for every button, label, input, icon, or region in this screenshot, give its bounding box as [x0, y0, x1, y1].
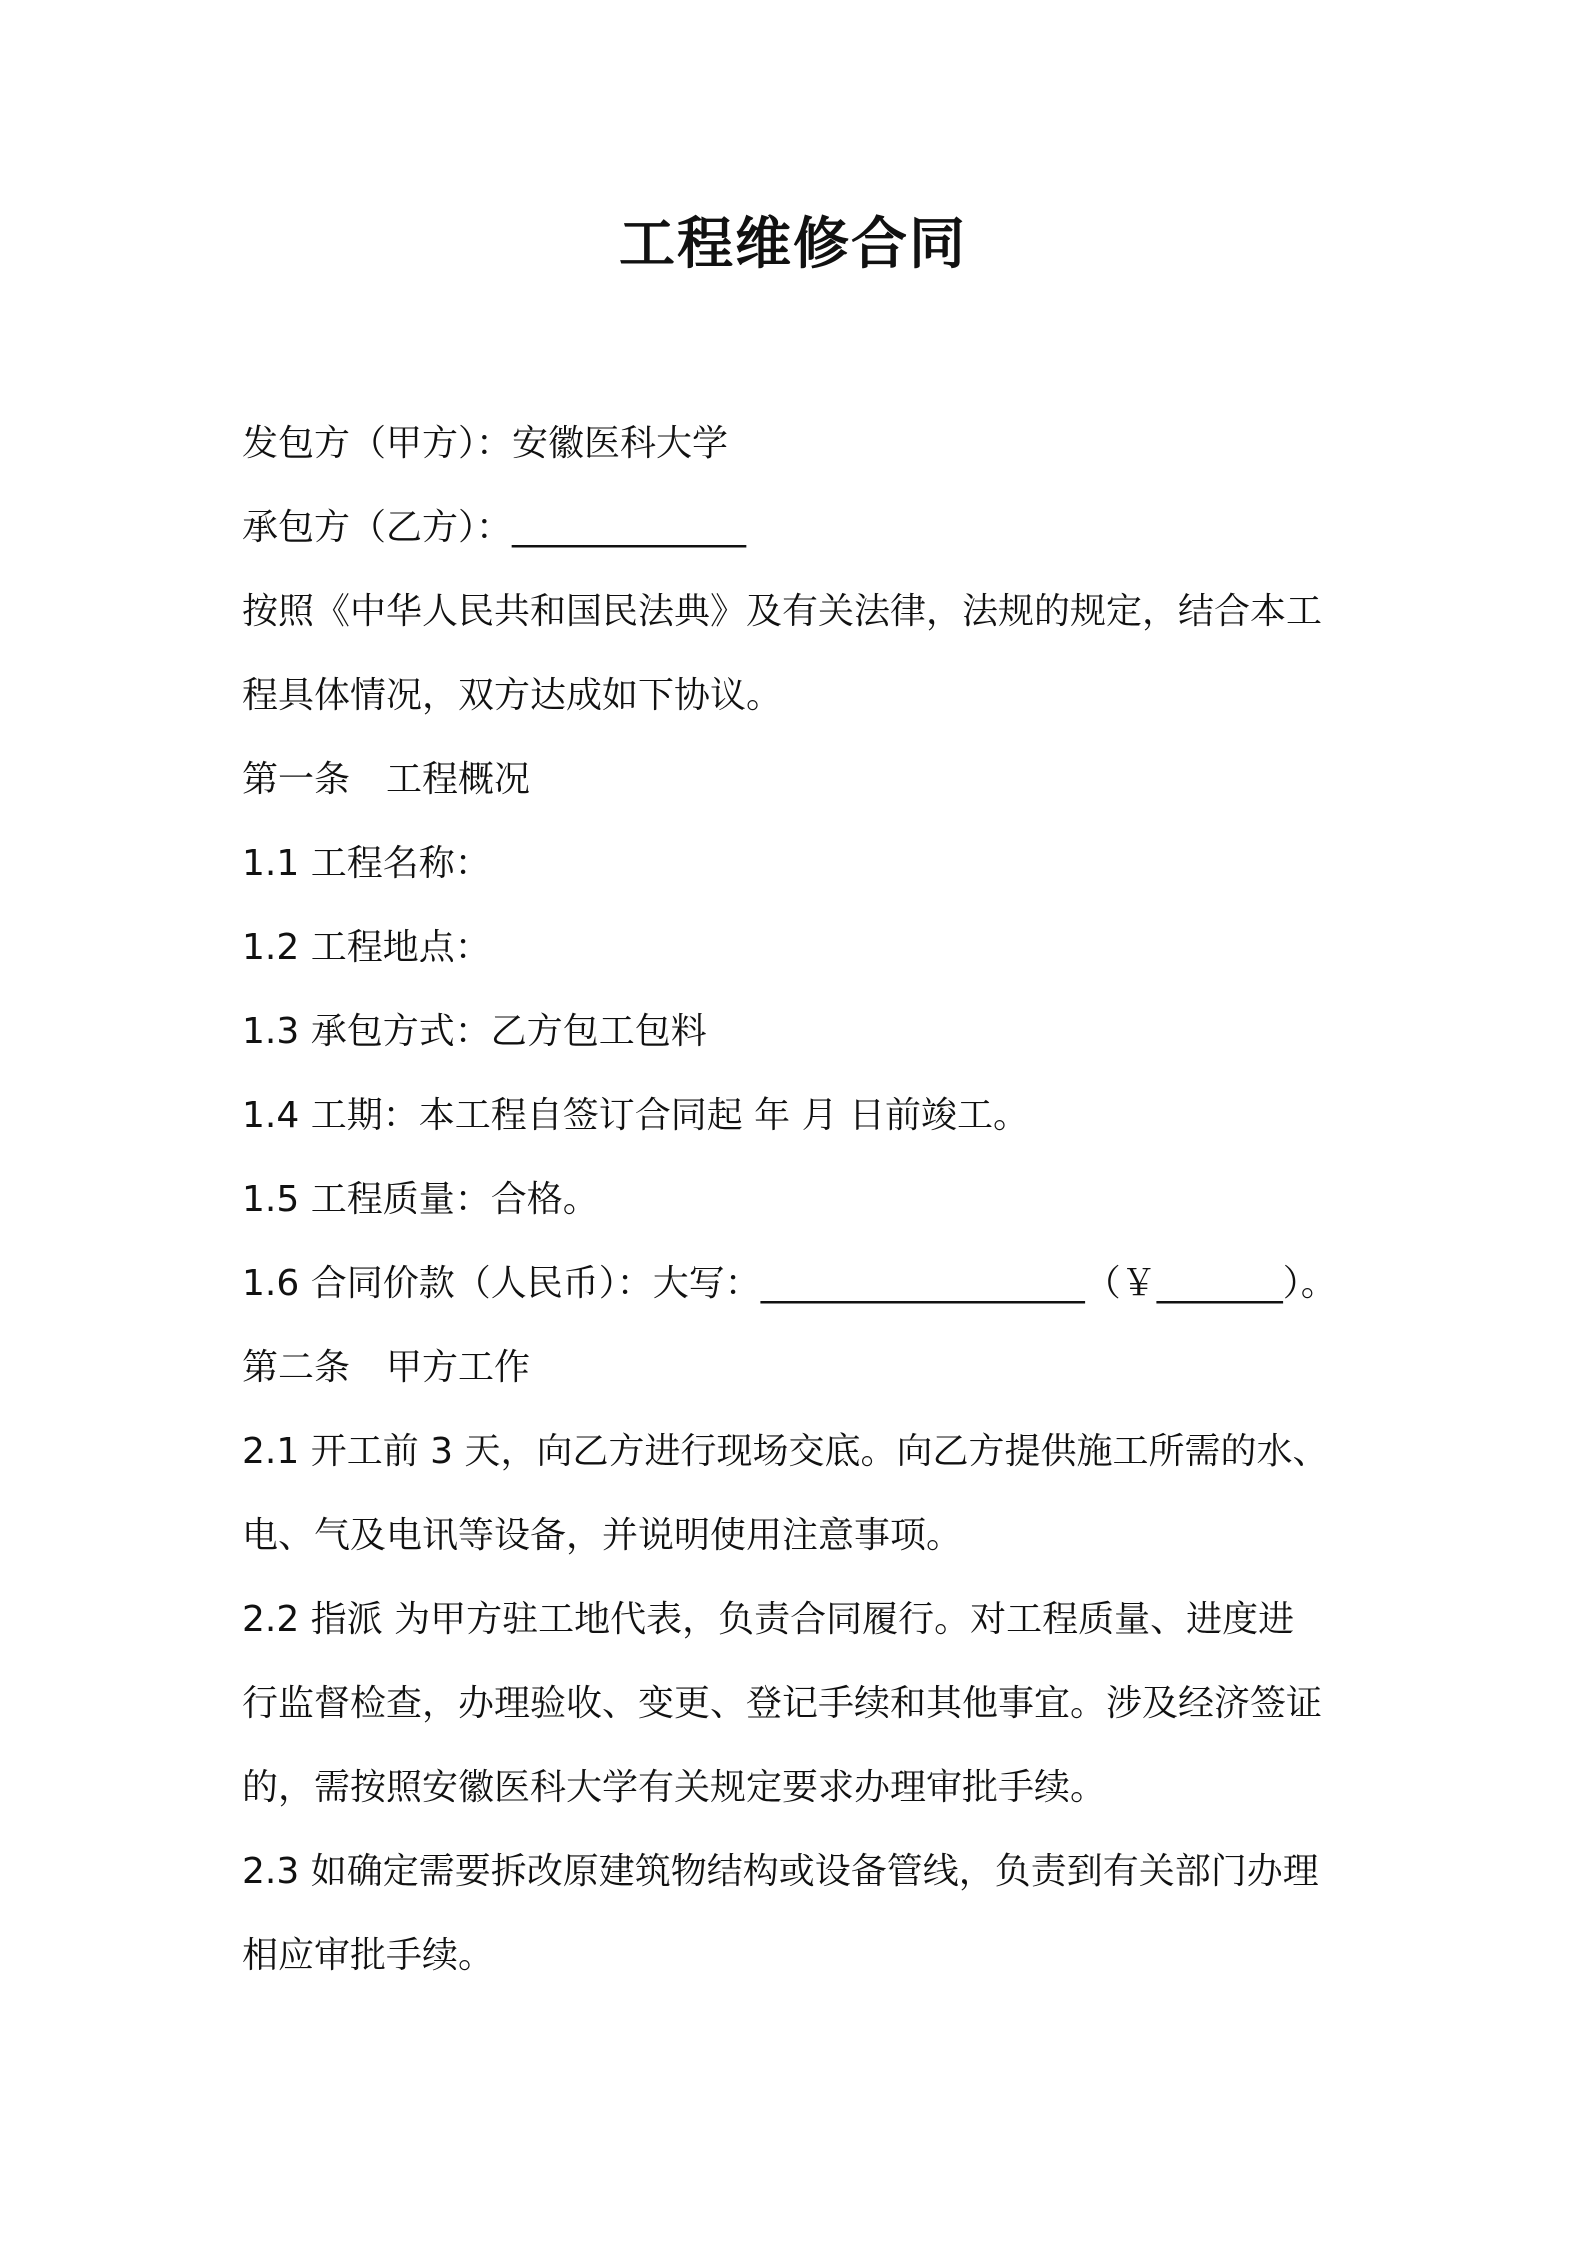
clause-2-3-line-2: 相应审批手续。	[242, 1935, 495, 1976]
clause-1-4: 1.4 工期：本工程自签订合同起 年 月 日前竣工。	[242, 1095, 1030, 1136]
clause-1-5: 1.5 工程质量：合格。	[242, 1179, 599, 1220]
clause-1-1: 1.1 工程名称：	[242, 843, 491, 884]
clause-2-1-line-1: 2.1 开工前 3 天，向乙方进行现场交底。向乙方提供施工所需的水、	[242, 1431, 1329, 1472]
preamble-line-2: 程具体情况，双方达成如下协议。	[242, 675, 783, 716]
article-1-heading: 第一条 工程概况	[242, 759, 531, 800]
clause-2-2-line-2: 行监督检查，办理验收、变更、登记手续和其他事宜。涉及经济签证	[242, 1683, 1323, 1724]
party-a-line: 发包方（甲方）：安徽医科大学	[242, 423, 729, 464]
clause-2-2-line-1: 2.2 指派 为甲方驻工地代表，负责合同履行。对工程质量、进度进	[242, 1599, 1295, 1640]
document-body	[242, 402, 1362, 1998]
clause-1-3: 1.3 承包方式：乙方包工包料	[242, 1011, 707, 1052]
clause-2-1-line-2: 电、气及电讯等设备，并说明使用注意事项。	[242, 1515, 963, 1556]
party-b-line: 承包方（乙方）：_____________	[242, 507, 747, 548]
article-2-heading: 第二条 甲方工作	[242, 1347, 531, 1388]
document-title: 工程维修合同	[619, 212, 967, 277]
clause-2-3-line-1: 2.3 如确定需要拆改原建筑物结构或设备管线，负责到有关部门办理	[242, 1851, 1319, 1892]
clause-2-2-line-3: 的，需按照安徽医科大学有关规定要求办理审批手续。	[242, 1767, 1107, 1808]
clause-1-2: 1.2 工程地点：	[242, 927, 491, 968]
clause-1-6: 1.6 合同价款（人民币）：大写：__________________（￥_______）。	[242, 1263, 1337, 1304]
preamble-line-1: 按照《中华人民共和国民法典》及有关法律，法规的规定，结合本工	[242, 591, 1323, 632]
